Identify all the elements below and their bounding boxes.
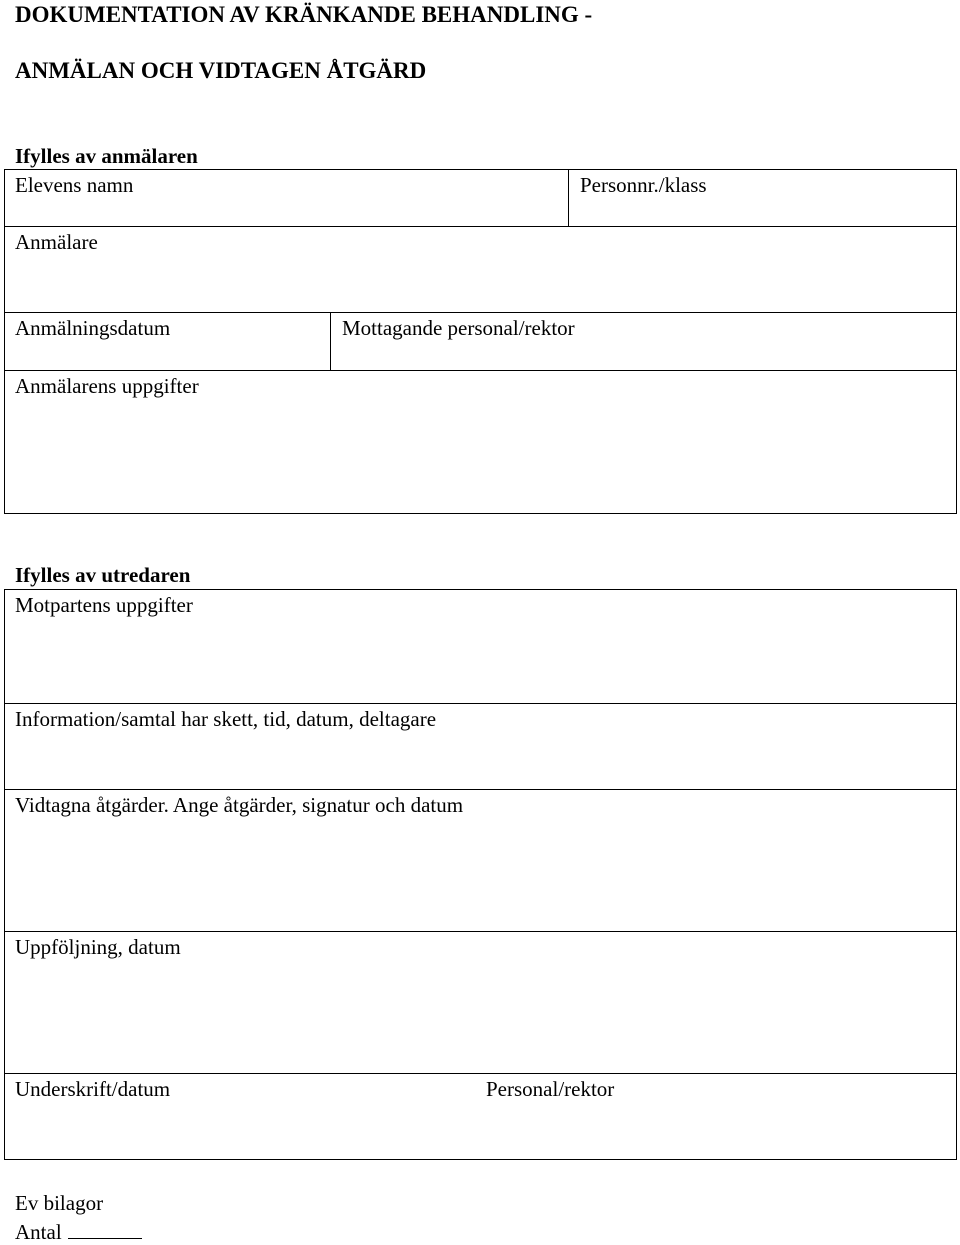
reporter-column-divider-1 [568, 169, 569, 226]
reporter-row-divider-3 [4, 370, 957, 371]
receiving-staff-field[interactable]: Mottagande personal/rektor [342, 316, 575, 340]
personnr-class-field[interactable]: Personnr./klass [580, 173, 707, 197]
reporter-row-divider-2 [4, 312, 957, 313]
attachments-count-row [15, 1218, 142, 1245]
investigator-row-divider-4 [4, 1073, 957, 1074]
staff-signature-field[interactable]: Personal/rektor [486, 1077, 615, 1101]
document-title-line-2: ANMÄLAN OCH VIDTAGEN ÅTGÄRD [15, 58, 427, 83]
attachments-count-label: Antal [15, 1220, 62, 1244]
reporter-row-divider-1 [4, 226, 957, 227]
reporter-details-field[interactable]: Anmälarens uppgifter [15, 374, 199, 398]
actions-field[interactable]: Vidtagna åtgärder. Ange åtgärder, signatur och datum [15, 793, 464, 817]
investigator-row-divider-1 [4, 703, 957, 704]
reporter-form-box [4, 169, 957, 514]
reporter-column-divider-2 [330, 312, 331, 370]
information-field[interactable]: Information/samtal har skett, tid, datum, deltagare [15, 707, 437, 731]
investigator-section-heading: Ifylles av utredaren [15, 563, 191, 587]
counterpart-details-field[interactable]: Motpartens uppgifter [15, 593, 193, 617]
reporter-field[interactable]: Anmälare [15, 230, 98, 254]
investigator-form-box [4, 589, 957, 1160]
attachments-count-blank[interactable] [68, 1218, 142, 1239]
signature-date-field[interactable]: Underskrift/datum [15, 1077, 171, 1101]
followup-field[interactable]: Uppföljning, datum [15, 935, 181, 959]
investigator-row-divider-2 [4, 789, 957, 790]
document-title-line-1: DOKUMENTATION AV KRÄNKANDE BEHANDLING - [15, 2, 593, 27]
investigator-row-divider-3 [4, 931, 957, 932]
attachments-label: Ev bilagor [15, 1191, 104, 1215]
reporter-section-heading: Ifylles av anmälaren [15, 144, 198, 168]
report-date-field[interactable]: Anmälningsdatum [15, 316, 171, 340]
student-name-field[interactable]: Elevens namn [15, 173, 134, 197]
